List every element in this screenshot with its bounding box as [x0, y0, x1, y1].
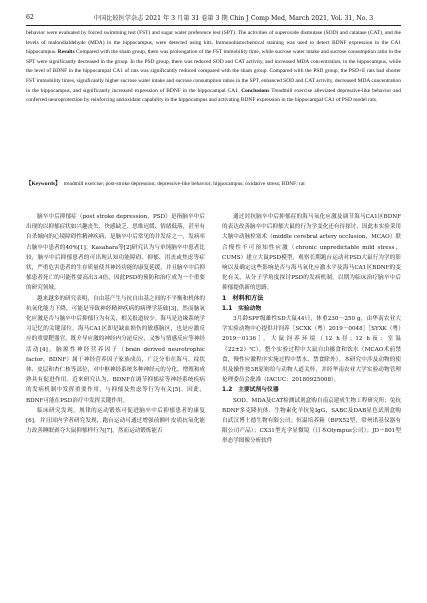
abstract-results-text: Compared with the sham group, there was prolongation of the FST immobility time, while sucrose water intake and sucrose consumption ratio in the SPT were significantly decreased in the group. In the PSD group, there was reduced SOD and CAT activity, and increased MDA concentration, in the hippocampus, while the level of BDNF in the hippocampal CA1 of rats was significantly reduced compared with the sham group. Compared with the PSD group, the PSD+E rats had shorter FST immobility times, significantly higher sucrose water intake and sucrose consumption ratios in the SPT, enhanced SOD and CAT activity, decreased MDA concentration in the hippocampus, and significantly increased expression of BDNF in the hippocampal CA1. — [26, 49, 401, 94]
intro-paragraph-4: 通过封抗脑卒中后抑郁症的海马氧化应激及调节海马CA1区BDNF的表达改善脑卒中后抑郁大鼠的行为学变化还有待探讨，因此本实验采用大脑中动脉栓塞术（middle cerebral artery occlusion，MCAO）联合慢性不可预知性应激（chronic unpredictable mild stress，CUMS）建立大鼠PSD模型，观察长期跑台运动对PSD大鼠行为学的影响以及确定这些影响是否与海马氧化应激水平及海马CA1区BDNF的变化有关，从分子学角度探讨PSD的发病机制，以期为临床治疗脑卒中后抑郁提供新的思路。 — [222, 214, 402, 292]
intro-paragraph-3: 临床研究发现，规律的运动锻炼可促进脑卒中后抑郁患者的康复[6]，并且国内学者研究发现，跑台运动可通过增强前额叶皮质抗氧化能力改善睡眠剥夺大鼠抑郁样行为[7]。然而运动锻炼能否 — [26, 407, 205, 435]
section-heading-methods: 1 材料和方法 — [222, 294, 264, 302]
right-column — [222, 212, 401, 447]
header-rule — [26, 25, 401, 26]
keywords-text: treadmill exercise; post-stroke depression; depressive-like behavior; hippocampus; oxidative stress; BDNF; rat — [63, 181, 305, 187]
intro-paragraph-1: 脑卒中后抑郁症（post stroke depression，PSD）是指脑卒中后出现的以抑郁症状如兴趣丧失、快感缺乏、思维迟缓、情绪低落，甚至有自杀倾向的心境障碍性精神疾病，是脑卒中后常见的并发症之一，发病率占脑卒中患者的40%[1]。Kasahara等[2]研究认为与单纯脑卒中患者比较，脑卒中后抑郁患者的可出现认知功能障碍、抑郁、沮丧或焦虑等症状，严重危害患者的生存质量使其神经功能的康复延缓，并且脑卒中后抑郁患者死亡的可能性要高出3.4倍，因此PSD的预防和治疗成为一个重要的研究领域。 — [26, 214, 206, 292]
left-column — [26, 212, 205, 436]
abstract-conclusions-text: Treadmill exercise alleviated depressive-like behavior and conferred neuroprotection by reinforcing antioxidant capability in the hippocampus and activating BDNF expression in the hippocampal CA1 of PSD model rats. — [26, 87, 402, 104]
abstract-methods-text: behavior were evaluated by forced swimming test (FST) and sugar water preference test (SPT). The activities of superoxide dismutase (SOD) and catalase (CAT), and the levels of malondialdehyde (MDA) in the hippocampus, were detected using kits. Immunohistochemical staining was used to detect BDNF expression in the CA1 hippocampus. — [26, 30, 401, 56]
page-number: 62 — [26, 13, 34, 21]
reagents-paragraph: SOD、MDA及CAT检测试剂盒购自南京建成生物工程研究所；兔抗BDNF多克隆抗体、生物素化羊抗兔IgG、SABC及DAB显色试剂盒购自武汉博士德生物有限公司；恒温培养箱（BPX52型，常州诺基仪器有限公司产品）；CX31型光学显微镜（日本Olympus公司）；JD－801型形态学图像分析软件 — [222, 397, 401, 445]
subsection-heading-reagents: 1.2 主要试剂与仪器 — [222, 387, 279, 394]
intro-paragraph-2: 越来越多的研究表明，自由基产生与抗自由基之间的不平衡和机体的抗氧化能力下降，可能是导致神经精神疾病的病理学基础[3]，然而脑氧化应激是否与脑卒中后抑郁行为有关，相关报道较少。海马是边缘系统学习记忆的关键部位，海马CA1区即是缺血损伤的敏感脑区，也是应激反应的重要靶器官，既介导应激的神经内分泌反应，又参与情感反应等神经活动[4]。脑源性神经营养因子（brain derived neurotrophic factor，BDNF）属于神经营养因子家族成员，广泛分布在海马、纹状体、皮层和杏仁核等部位，对中枢神经系统多种神经元的分化、增殖和成熟具有促进作用。近来研究认为，BDNF在调节抑郁症等神经系统疾病的发病机制中发挥重要作用，与抑郁及焦虑等行为有关[5]。因此，BDNF可能在PSD治疗中发挥关键作用。 — [26, 295, 206, 404]
keywords-label: 【Keywords】 — [26, 181, 61, 187]
journal-citation: 中国比较医学杂志 2021 年 3 月第 31 卷第 3 期 Chin J Comp Med, March 2021, Vol. 31, No. 3 — [93, 14, 374, 22]
english-abstract — [26, 29, 401, 106]
conclusions-label: Conclusions — [241, 87, 270, 94]
running-header — [26, 10, 401, 24]
results-label: Results — [57, 49, 75, 56]
animals-paragraph: 3月龄SPF级雄性SD大鼠44只，体重230～250 g，由华南农业大学实验动物中心提供并饲养［SCXK（粤）2019－0048］［SYXK（粤）2019－0136］，大鼠饲养环境（12 h昼；12 h夜；室温（22±2）℃），整个实验过程中大鼠自由摄食和饮水（MCAO术前禁食，慢性应激程序实施过程中禁水、禁食除外）。本研究中涉及动物的使用及操作按3R原则给与动物人道关怀，并经华南农业大学实验动物管理伦理委员会批准（IACUC：20180925008）。 — [222, 316, 401, 384]
subsection-heading-animals: 1.1 实验动物 — [222, 305, 262, 312]
keywords — [26, 180, 401, 190]
